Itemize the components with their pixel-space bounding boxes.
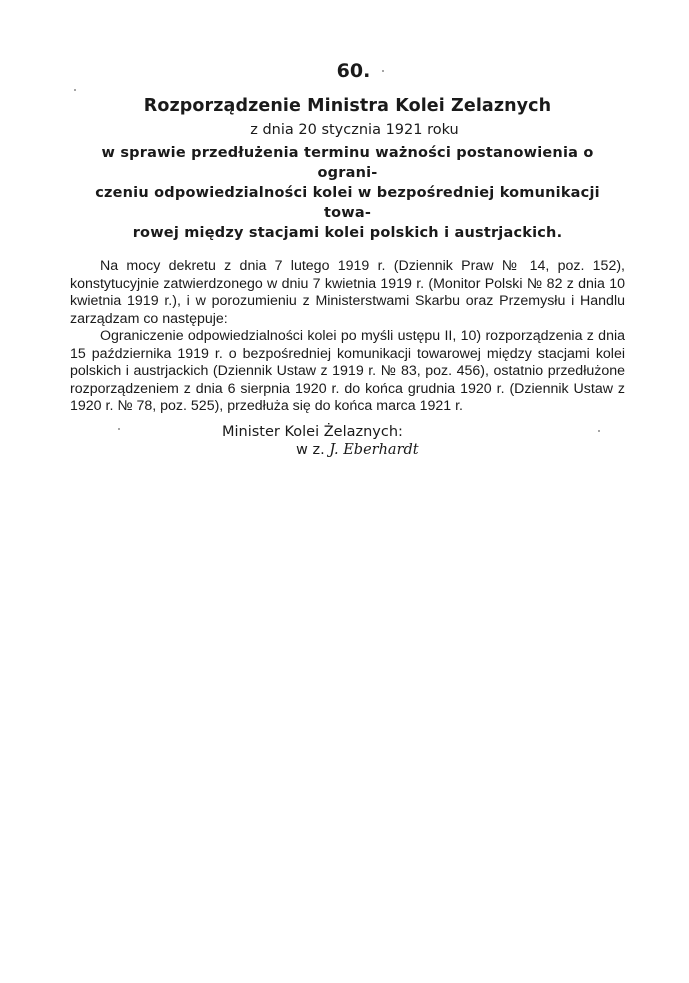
signature-block xyxy=(70,442,625,458)
body-paragraph: Na mocy dekretu z dnia 7 lutego 1919 r. (Dziennik Praw № 14, poz. 152), konstytucyjnie zatwierdzonego w dniu 7 kwietnia 1919 r. (Monitor Polski № 82 z dnia 10 kwietnia 1919 r.), i w porozumieniu z Ministerstwami Skarbu oraz Przemysłu i Handlu zarządzam co następuje: xyxy=(70,258,625,327)
scan-speck xyxy=(598,430,600,432)
scan-speck xyxy=(118,428,120,430)
signature-name: J. Eberhardt xyxy=(329,441,419,458)
document-subject xyxy=(70,143,625,243)
signature-role: Minister Kolei Żelaznych: xyxy=(222,423,403,440)
document-body xyxy=(70,258,625,416)
subject-line: w sprawie przedłużenia terminu ważności postanowienia o ograni- xyxy=(101,145,594,181)
scan-speck xyxy=(74,89,76,91)
signature-prefix: w z. xyxy=(296,441,325,458)
body-paragraph: Ograniczenie odpowiedzialności kolei po myśli ustępu II, 10) rozporządzenia z dnia 15 października 1919 r. o bezpośredniej komunikacji towarowej między stacjami kolei polskich i austrjackich (Dziennik Ustaw z 1919 r. № 83, poz. 456), ostatnio przedłużone rozporządzeniem z dnia 6 sierpnia 1920 r. do końca grudnia 1920 r. (Dziennik Ustaw z 1920 r. № 78, poz. 525), przedłuża się do końca marca 1921 r. xyxy=(70,328,625,414)
document-number: 60. xyxy=(336,60,371,82)
document-page xyxy=(70,60,625,458)
document-title: Rozporządzenie Ministra Kolei Zelaznych xyxy=(143,96,552,116)
subject-line: rowej między stacjami kolei polskich i austrjackich. xyxy=(132,225,563,241)
subject-line: czeniu odpowiedzialności kolei w bezpośredniej komunikacji towa- xyxy=(95,185,600,221)
document-date: z dnia 20 stycznia 1921 roku xyxy=(250,122,459,138)
scan-speck xyxy=(382,70,384,72)
